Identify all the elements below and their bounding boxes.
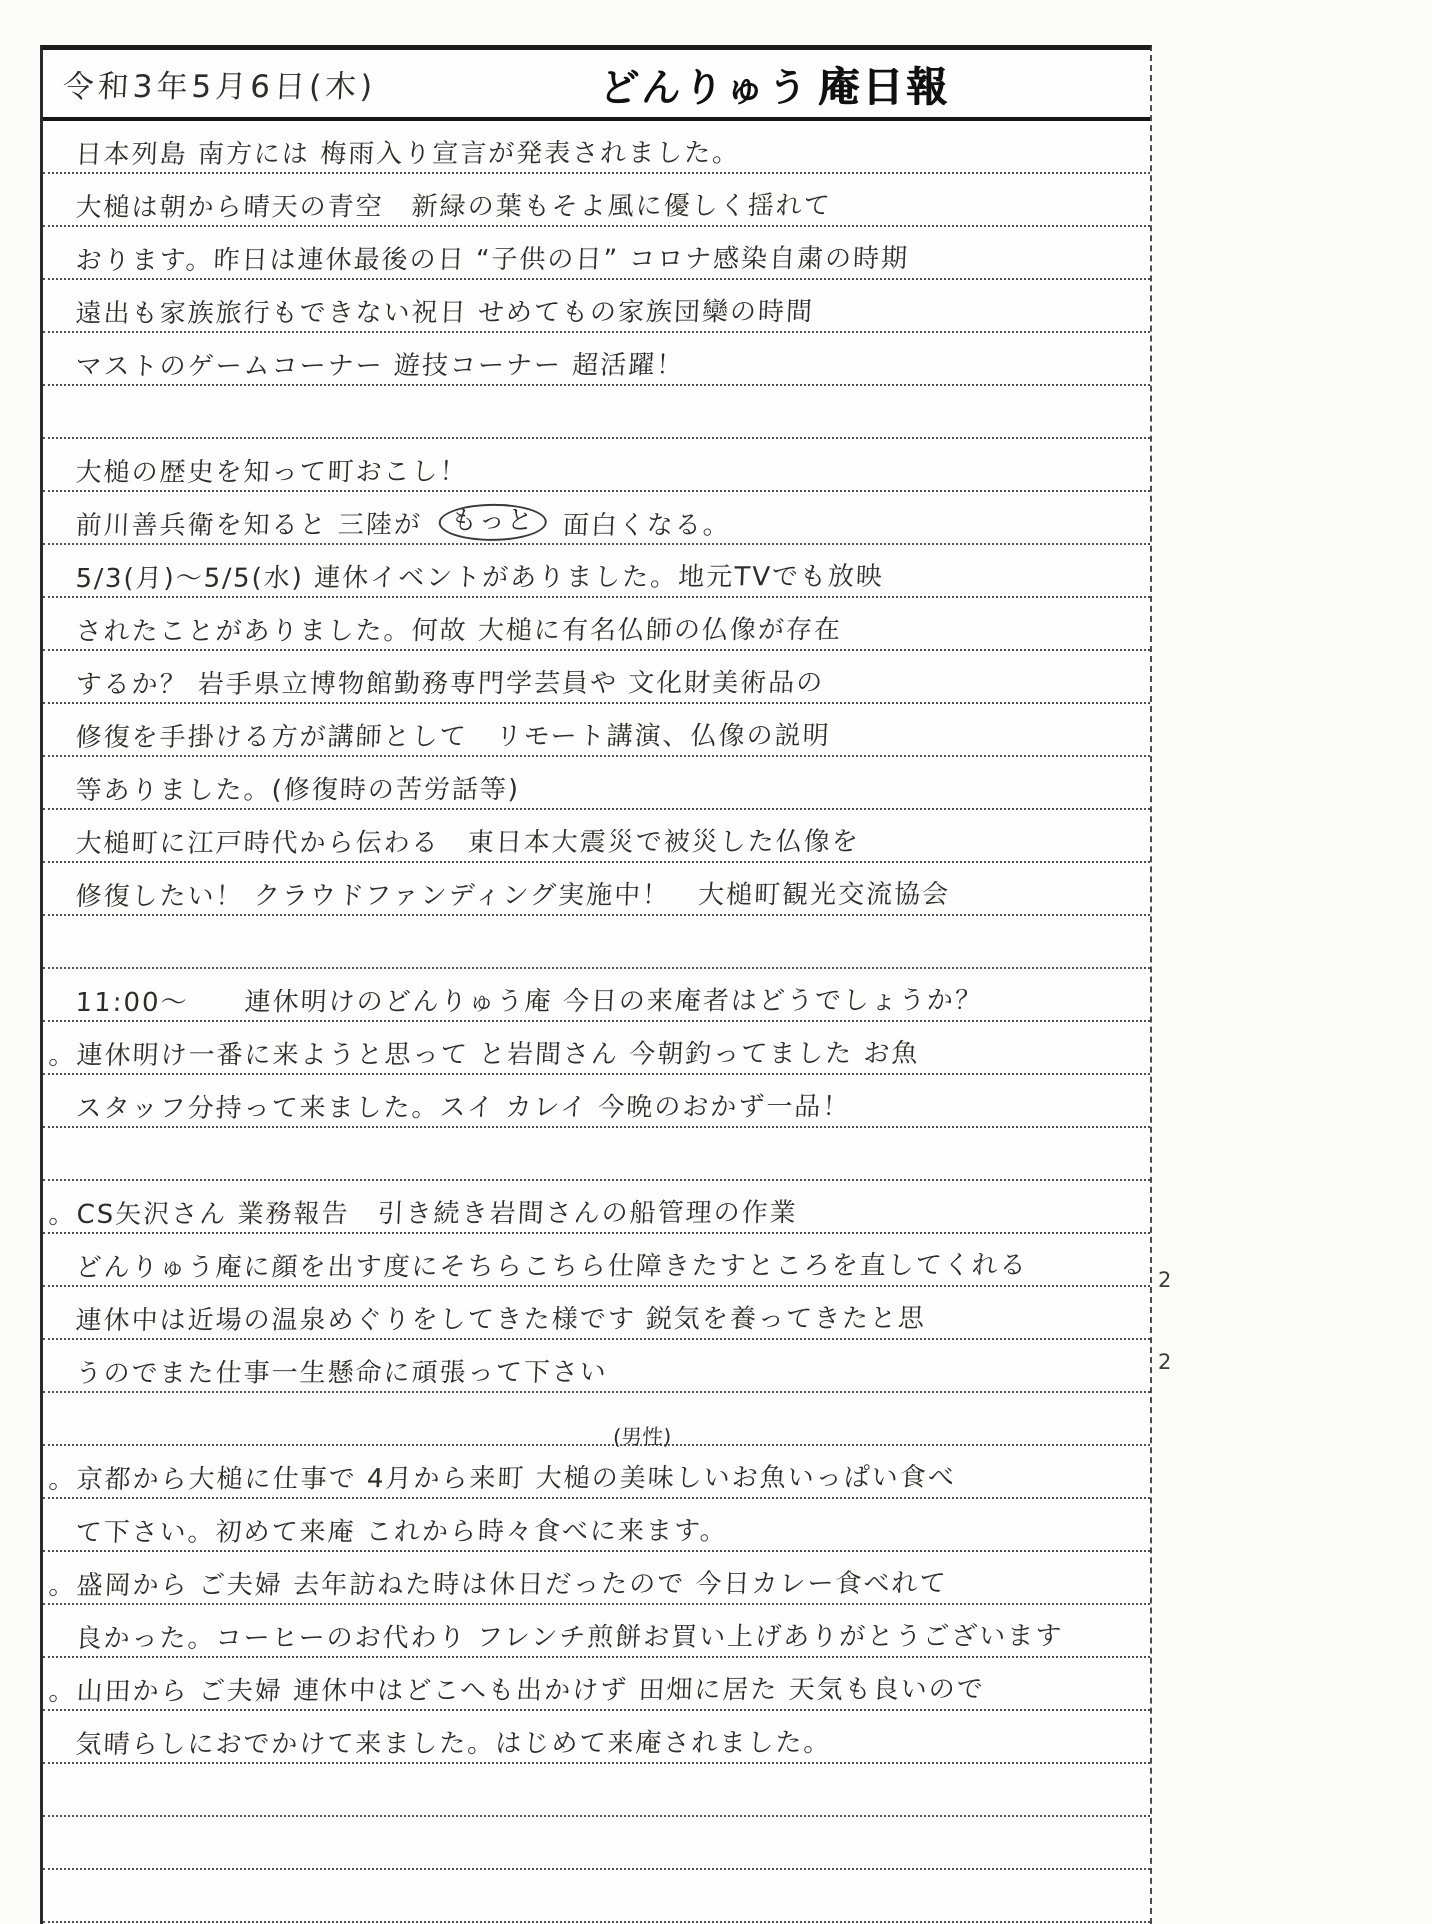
report-line-text: 修復したい！ クラウドファンディング実施中！ 大槌町観光交流協会	[74, 880, 951, 913]
margin-scan-mark: 2	[1158, 1268, 1172, 1292]
report-line	[43, 1658, 1150, 1711]
ruled-line-blank	[43, 1764, 1150, 1817]
report-line	[43, 1446, 1150, 1499]
report-line	[43, 1287, 1150, 1340]
report-line	[43, 545, 1150, 598]
report-line-text: 大槌の歴史を知って町おこし！	[74, 457, 469, 489]
report-line	[43, 121, 1150, 174]
report-line	[43, 333, 1150, 386]
report-line-text: 連休中は近場の温泉めぐりをしてきた様です 鋭気を養ってきたと思	[74, 1304, 927, 1337]
report-date: 令和3年5月6日(木)	[61, 69, 378, 105]
report-line	[43, 1075, 1150, 1128]
report-line	[43, 704, 1150, 757]
report-line-text: て下さい。初めて来庵 これから時々食べに来ます。	[74, 1516, 729, 1549]
ruled-line-blank	[43, 916, 1150, 969]
report-line	[43, 969, 1150, 1022]
report-line-text: 等ありました。(修復時の苦労話等)	[74, 775, 521, 807]
report-line-text: どんりゅう庵に顔を出す度にそちらこちら仕障きたすところを直してくれる	[74, 1250, 1029, 1284]
report-line-text: 大槌は朝から晴天の青空 新緑の葉もそよ風に優しく揺れて	[74, 191, 833, 224]
ruled-line-blank	[43, 1817, 1150, 1870]
report-line	[43, 598, 1150, 651]
margin-scan-mark: 2	[1158, 1350, 1172, 1374]
report-line-text: 。盛岡から ご夫婦 去年訪ねた時は休日だったので 今日カレー食べれて	[47, 1569, 949, 1602]
report-title	[600, 54, 950, 113]
ruled-line-blank	[43, 1393, 1150, 1449]
report-line-text: 良かった。コーヒーのお代わり フレンチ煎餅お買い上げありがとうございます	[74, 1621, 1064, 1655]
report-line-text: 。CS矢沢さん 業務報告 引き続き岩間さんの船管理の作業	[47, 1198, 799, 1231]
gender-annotation: (男性)	[612, 1425, 672, 1449]
report-line-text: 。連休明け一番に来ようと思って と岩間さん 今朝釣ってました お魚	[47, 1039, 921, 1072]
report-line-text: スタッフ分持って来ました。スイ カレイ 今晩のおかず一品！	[74, 1092, 852, 1125]
report-line-text: 前川善兵衛を知ると 三陸が	[74, 510, 433, 542]
report-line-text: 5/3(月)〜5/5(水) 連休イベントがありました。地元TVでも放映	[74, 562, 885, 595]
scanned-report-page	[40, 45, 1152, 1924]
report-line-text: 日本列島 南方には 梅雨入り宣言が発表されました。	[74, 138, 741, 171]
report-line	[43, 1605, 1150, 1658]
report-line	[43, 1340, 1150, 1393]
report-line	[43, 863, 1150, 916]
report-line	[43, 1234, 1150, 1287]
report-line	[43, 280, 1150, 333]
ruled-line-blank	[43, 1128, 1150, 1181]
report-line-text: 修復を手掛ける方が講師として リモート講演、仏像の説明	[74, 721, 832, 754]
report-line-text: 。京都から大槌に仕事で 4月から来町 大槌の美味しいお魚いっぱい食べ	[47, 1463, 957, 1496]
ruled-line-blank	[43, 386, 1150, 439]
circled-word: もっと	[438, 504, 548, 541]
report-line-text: されたことがありました。何故 大槌に有名仏師の仏像が存在	[74, 615, 843, 648]
report-line-text: 11:00〜 連休明けのどんりゅう庵 今日の来庵者はどうでしょうか？	[74, 986, 984, 1019]
report-title-printed: 庵日報	[818, 63, 950, 111]
report-line	[43, 174, 1150, 227]
report-line-text: おります。昨日は連休最後の日 “子供の日” コロナ感染自粛の時期	[74, 244, 910, 277]
report-title-handwritten: どんりゅう	[598, 66, 812, 111]
report-line	[43, 227, 1150, 280]
report-line	[43, 439, 1150, 492]
report-line-text: 遠出も家族旅行もできない祝日 せめてもの家族団欒の時間	[74, 297, 815, 330]
report-line	[43, 492, 1150, 545]
report-line	[43, 1499, 1150, 1552]
report-line	[43, 1552, 1150, 1605]
report-line-text: マストのゲームコーナー 遊技コーナー 超活躍！	[74, 350, 685, 383]
report-header	[43, 50, 1150, 121]
report-line	[43, 1711, 1150, 1764]
report-line	[43, 1022, 1150, 1075]
ruled-body	[43, 121, 1150, 1923]
report-line-text: するか？ 岩手県立博物館勤務専門学芸員や 文化財美術品の	[74, 668, 825, 701]
report-line-text: 大槌町に江戸時代から伝わる 東日本大震災で被災した仏像を	[74, 827, 861, 860]
report-line-text: 面白くなる。	[551, 510, 732, 542]
report-line-text: 気晴らしにおでかけて来ました。はじめて来庵されました。	[74, 1728, 833, 1761]
ruled-line-blank	[43, 1870, 1150, 1923]
report-line	[43, 810, 1150, 863]
report-line-text: うのでまた仕事一生懸命に頑張って下さい	[74, 1358, 609, 1390]
report-line	[43, 651, 1150, 704]
report-line	[43, 1181, 1150, 1234]
report-line-text: 。山田から ご夫婦 連休中はどこへも出かけず 田畑に居た 天気も良いので	[47, 1674, 986, 1708]
report-line	[43, 757, 1150, 810]
